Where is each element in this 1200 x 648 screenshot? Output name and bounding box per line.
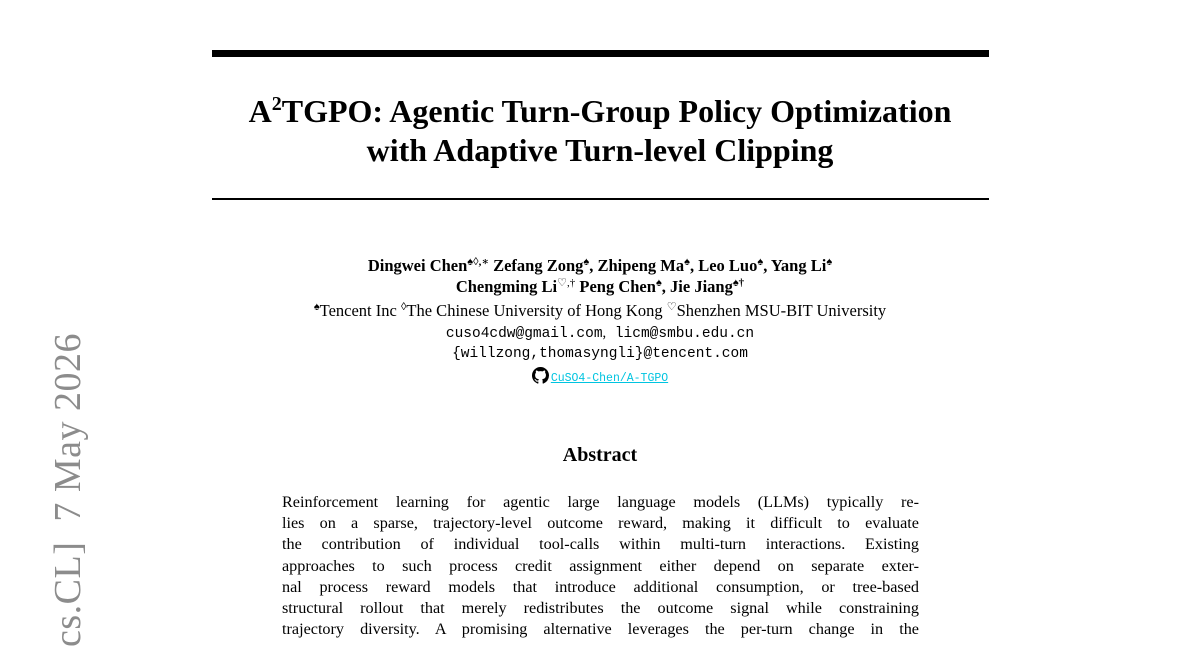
abstract-line: structural rollout that merely redistributes the outcome signal while constraining xyxy=(282,599,919,618)
author-name: Chengming Li xyxy=(455,277,558,296)
affiliation-mark: ◊ xyxy=(400,301,407,313)
affiliation-name: Tencent Inc xyxy=(319,301,397,320)
author-marks: ♠ xyxy=(757,256,764,268)
abstract-line: trajectory diversity. A promising alternative leverages the per-turn change in the xyxy=(282,620,919,639)
email-group[interactable]: {willzong,thomasyngli}@tencent.com xyxy=(452,346,748,362)
author-marks: ♠◊,∗ xyxy=(467,256,489,268)
arxiv-side-stamp xyxy=(48,333,88,647)
affiliations xyxy=(150,300,1050,321)
author-marks: ♠ xyxy=(826,256,833,268)
author-name: Jie Jiang xyxy=(670,277,733,296)
github-icon xyxy=(532,367,549,384)
affiliation-name: The Chinese University of Hong Kong xyxy=(406,301,663,320)
author-marks: ♠ xyxy=(583,256,590,268)
author-marks: ♠ xyxy=(684,256,690,268)
abstract-line: the contribution of individual tool-calls within multi-turn interactions. Existing xyxy=(282,535,919,554)
arxiv-date: 7 May 2026 xyxy=(47,332,89,522)
author-name: Peng Chen xyxy=(579,277,656,296)
author-marks: ♠† xyxy=(732,277,745,289)
author-name: Yang Li xyxy=(770,256,827,275)
paper-title xyxy=(150,92,1050,170)
abstract-heading: Abstract xyxy=(562,444,638,466)
affiliation-mark: ♠ xyxy=(313,301,320,313)
abstract-line: nal process reward models that introduce additional consumption, or tree-based xyxy=(282,577,919,596)
email-group-line xyxy=(150,344,1050,365)
abstract-line: approaches to such process credit assignment either depend on separate exter- xyxy=(282,556,919,575)
title-line1: TGPO: Agentic Turn-Group Policy Optimization xyxy=(281,93,952,129)
email-address[interactable]: licm@smbu.edu.cn xyxy=(614,326,755,342)
author-name: Zhipeng Ma xyxy=(597,256,685,275)
top-rule xyxy=(212,50,989,57)
email-line: cuso4cdw@gmail.com, licm@smbu.edu.cn xyxy=(445,325,755,342)
author-marks: ♡,† xyxy=(557,277,576,289)
repo-link[interactable]: CuSO4-Chen/A-TGPO xyxy=(550,372,669,385)
title-superscript: 2 xyxy=(271,93,282,115)
title-line2: with Adaptive Turn-level Clipping xyxy=(366,132,834,168)
email-address[interactable]: cuso4cdw@gmail.com xyxy=(445,326,603,342)
repo-line xyxy=(150,366,1050,390)
author-name: Zefang Zong xyxy=(493,256,584,275)
author-name: Leo Luo xyxy=(698,256,758,275)
abstract-line: Reinforcement learning for agentic large language models (LLMs) typically re- xyxy=(282,493,919,511)
abstract-line: lies on a sparse, trajectory-level outcome reward, making it difficult to evaluate xyxy=(282,514,919,533)
title-prefix: A xyxy=(248,93,272,129)
author-list: Dingwei Chen♠◊,∗ Zefang Zong♠, Zhipeng Ma♠, Leo Luo♠, Yang Li♠ Chengming Li♡,† Peng Chen♠, Jie Jiang♠† xyxy=(367,256,833,296)
author-name: Dingwei Chen xyxy=(367,256,468,275)
bottom-rule xyxy=(212,198,989,200)
arxiv-category: cs.CL] xyxy=(47,541,89,648)
abstract-body xyxy=(282,492,919,640)
affiliation-name: Shenzhen MSU-BIT University xyxy=(676,301,887,320)
author-marks: ♠ xyxy=(655,277,662,289)
affiliation-mark: ♡ xyxy=(666,301,677,313)
